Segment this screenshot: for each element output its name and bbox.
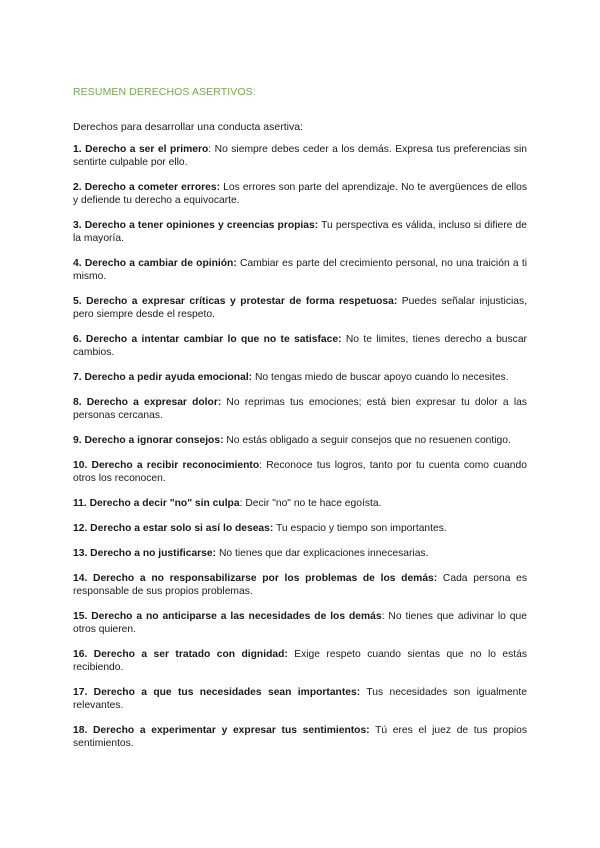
intro-text: Derechos para desarrollar una conducta asertiva:	[73, 121, 303, 133]
right-item	[73, 295, 527, 321]
right-item	[73, 434, 527, 447]
right-description: No reprimas tus emociones; está bien expresar tu dolor a las personas cercanas.	[73, 397, 527, 421]
right-item	[73, 547, 527, 560]
right-title: 12. Derecho a estar solo si así lo deseas:	[73, 523, 274, 534]
right-title: 4. Derecho a cambiar de opinión:	[73, 258, 237, 269]
right-separator: :	[259, 460, 263, 471]
right-description: Tus necesidades son igualmente relevantes.	[73, 687, 527, 711]
right-separator: :	[239, 498, 243, 509]
right-description: Puedes señalar injusticias, pero siempre desde el respeto.	[73, 296, 527, 320]
right-item	[73, 143, 527, 169]
right-title: 8. Derecho a expresar dolor:	[73, 397, 222, 408]
right-description: Los errores son parte del aprendizaje. No te avergüences de ellos y defiende tu derecho a equivocarte.	[73, 182, 527, 206]
right-description: No siempre debes ceder a los demás. Expresa tus preferencias sin sentirte culpable por ello.	[73, 144, 527, 168]
right-description: Exige respeto cuando sientas que no lo estás recibiendo.	[73, 649, 528, 673]
right-title: 7. Derecho a pedir ayuda emocional:	[73, 372, 253, 383]
right-description: Tu espacio y tiempo son importantes.	[273, 523, 447, 534]
right-title: 15. Derecho a no anticiparse a las necesidades de los demás	[73, 611, 382, 622]
right-separator: :	[381, 611, 385, 622]
right-title: 10. Derecho a recibir reconocimiento	[73, 460, 260, 471]
right-description: No tienes que dar explicaciones innecesarias.	[216, 548, 429, 559]
right-title: 16. Derecho a ser tratado con dignidad:	[73, 649, 288, 660]
right-item	[73, 257, 527, 283]
right-title: 13. Derecho a no justificarse:	[73, 548, 217, 559]
right-item	[73, 333, 527, 359]
right-item	[73, 371, 527, 384]
document-title: RESUMEN DERECHOS ASERTIVOS:	[73, 86, 256, 98]
right-title: 5. Derecho a expresar críticas y protestar de forma respetuosa:	[73, 296, 398, 307]
right-title: 2. Derecho a cometer errores:	[73, 182, 221, 193]
right-description: Tú eres el juez de tus propios sentimientos.	[73, 725, 527, 749]
right-title: 14. Derecho a no responsabilizarse por los problemas de los demás:	[73, 573, 438, 584]
right-item	[73, 686, 527, 712]
right-description: Cada persona es responsable de sus propios problemas.	[73, 573, 527, 597]
right-item	[73, 459, 527, 485]
right-description: Tu perspectiva es válida, incluso si difiere de la mayoría.	[73, 220, 527, 244]
right-separator: :	[208, 144, 212, 155]
right-description: No estás obligado a seguir consejos que no resuenen contigo.	[223, 435, 511, 446]
right-title: 18. Derecho a experimentar y expresar tus sentimientos:	[73, 725, 370, 736]
right-description: No te limites, tienes derecho a buscar cambios.	[73, 334, 527, 358]
right-item	[73, 572, 527, 598]
right-item	[73, 497, 527, 510]
right-item	[73, 219, 527, 245]
right-item	[73, 648, 527, 674]
right-item	[73, 724, 527, 750]
right-description: Decir "no" no te hace egoísta.	[242, 498, 382, 509]
right-item	[73, 181, 527, 207]
right-description: Cambiar es parte del crecimiento personal, no una traición a ti mismo.	[73, 258, 528, 282]
right-title: 6. Derecho a intentar cambiar lo que no te satisface:	[73, 334, 342, 345]
right-item	[73, 522, 527, 535]
right-item	[73, 396, 527, 422]
rights-list	[73, 143, 527, 762]
right-title: 9. Derecho a ignorar consejos:	[73, 435, 224, 446]
right-item	[73, 610, 527, 636]
right-title: 1. Derecho a ser el primero	[73, 144, 209, 155]
right-description: No tienes que adivinar lo que otros quieren.	[73, 611, 527, 635]
right-description: No tengas miedo de buscar apoyo cuando lo necesites.	[252, 372, 509, 383]
right-title: 11. Derecho a decir "no" sin culpa	[73, 498, 240, 509]
right-title: 17. Derecho a que tus necesidades sean importantes:	[73, 687, 361, 698]
right-title: 3. Derecho a tener opiniones y creencias propias:	[73, 220, 319, 231]
right-description: Reconoce tus logros, tanto por tu cuenta como cuando otros los reconocen.	[73, 460, 527, 484]
